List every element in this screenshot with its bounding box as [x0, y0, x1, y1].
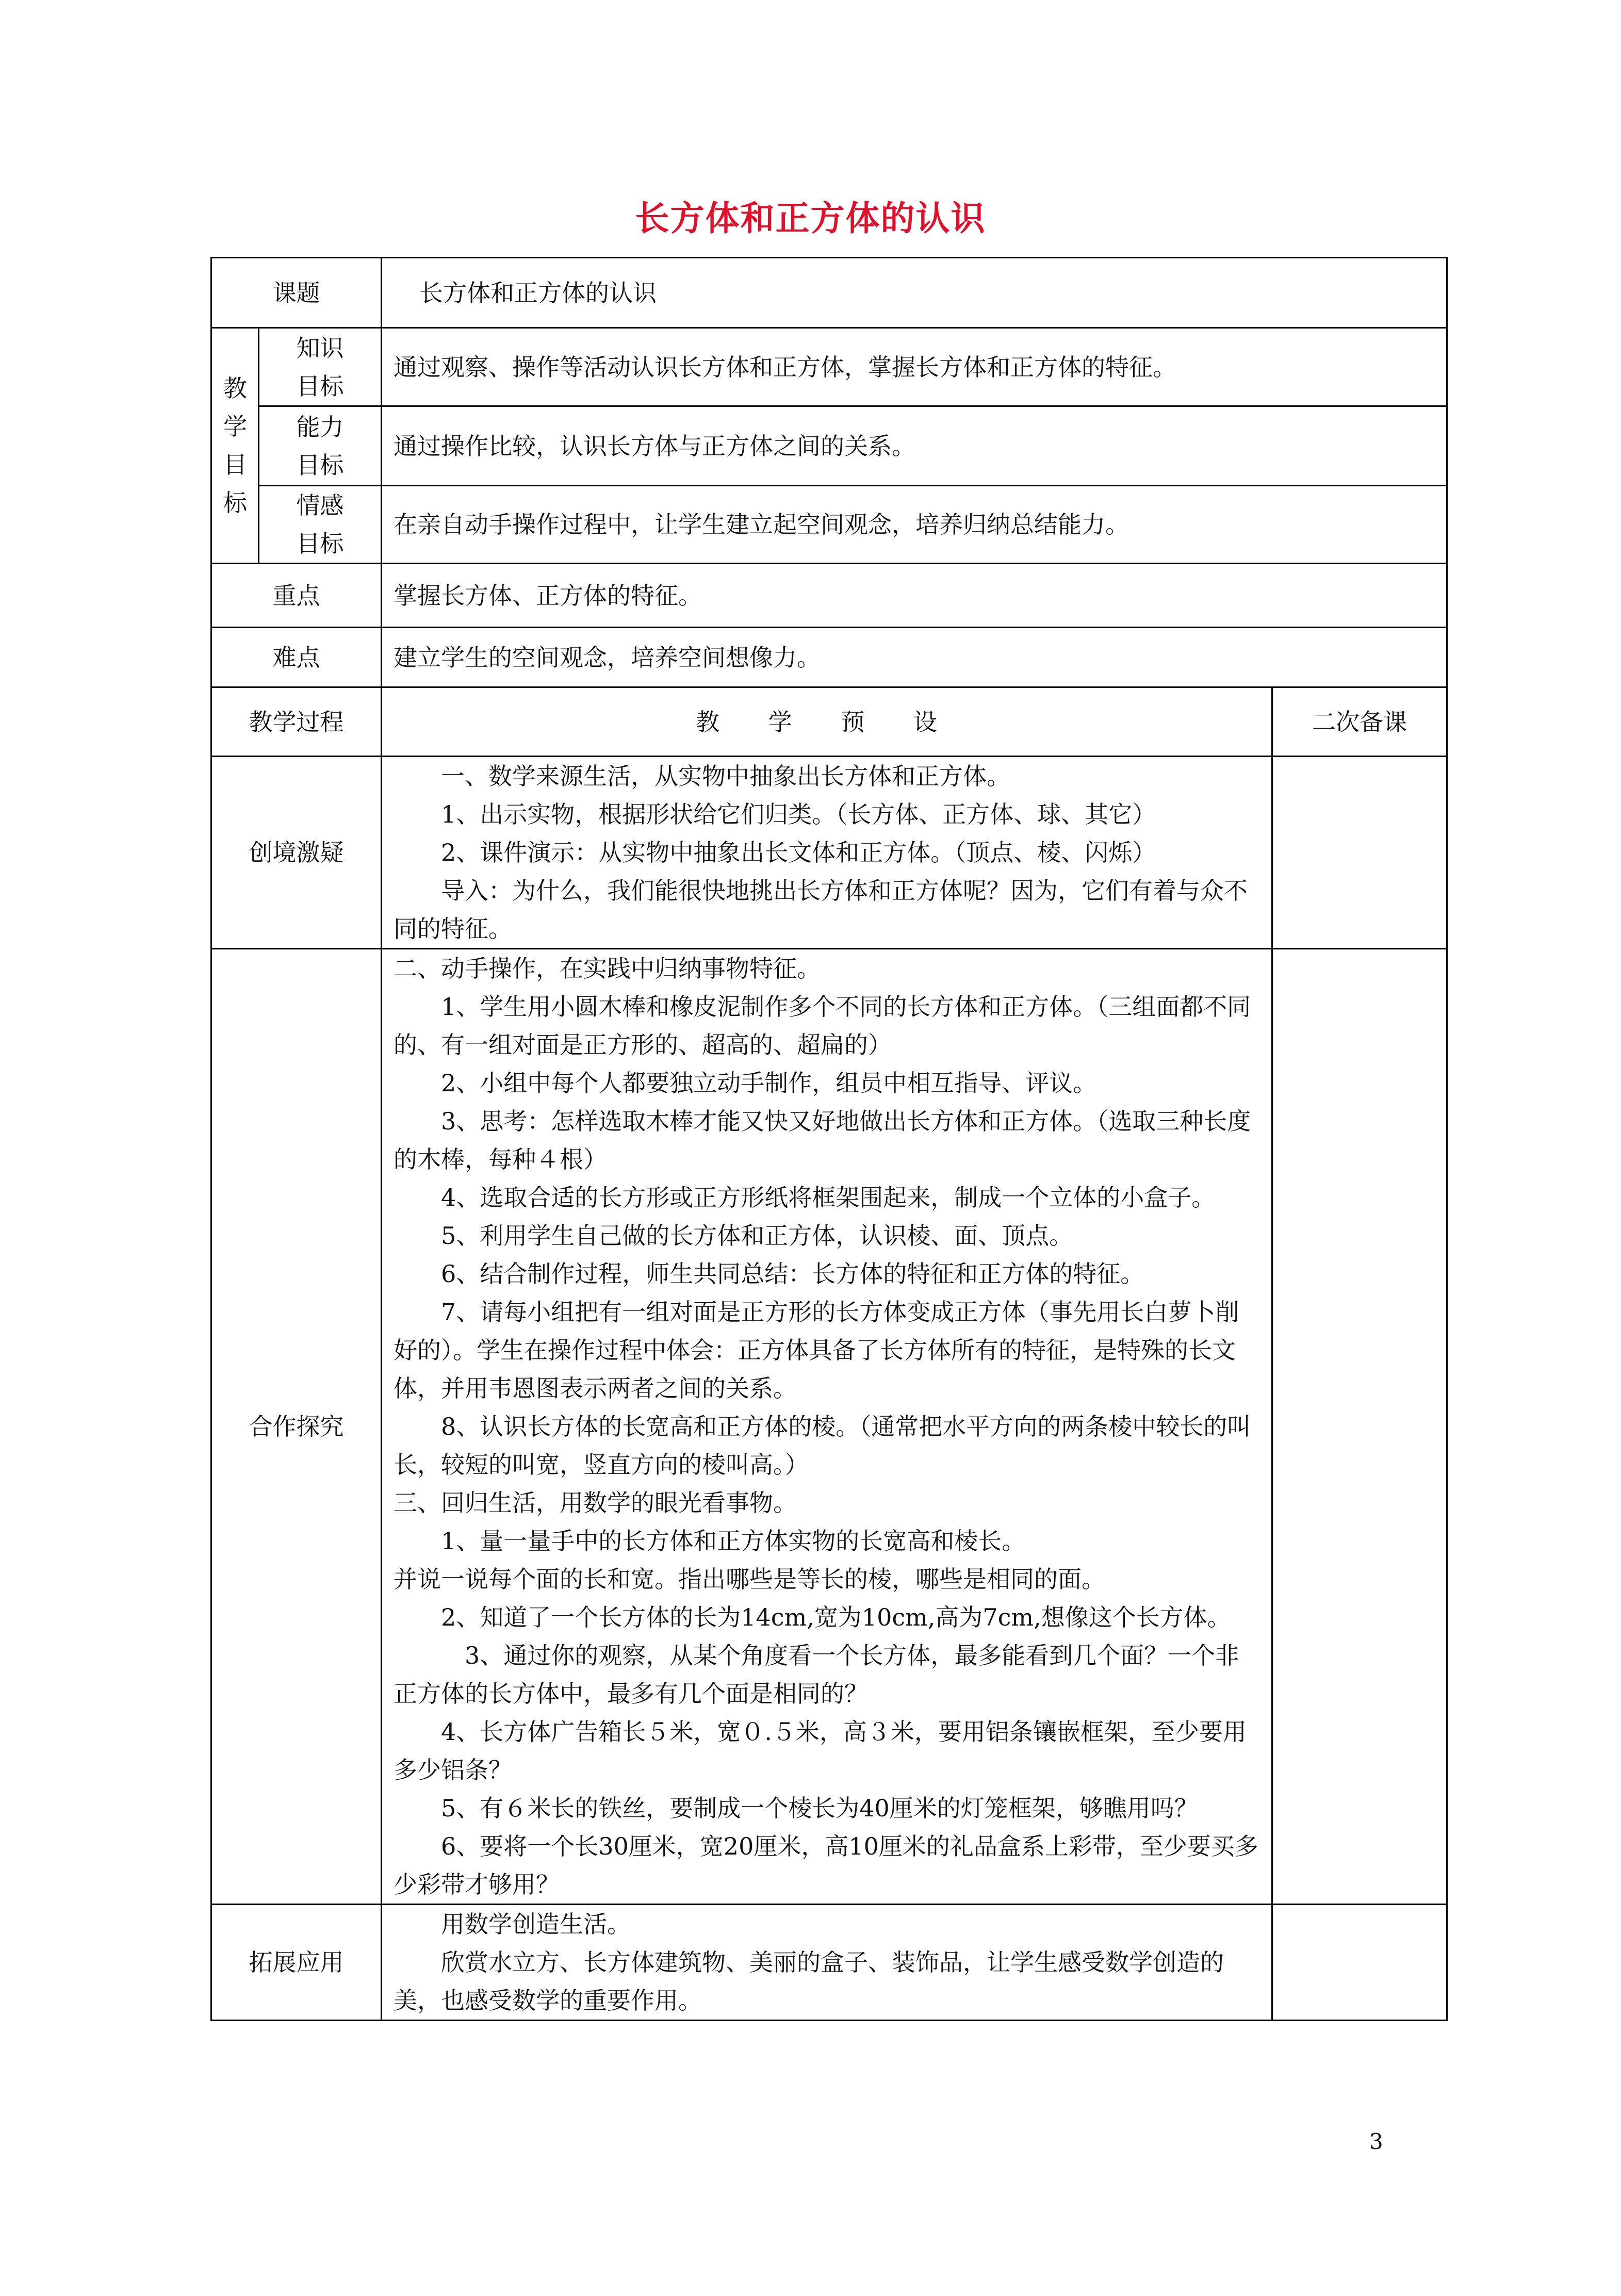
- stage-content: 用数学创造生活。 欣赏水立方、长方体建筑物、美丽的盒子、装饰品，让学生感受数学创造的美，也感受数学的重要作用。: [382, 1905, 1272, 2021]
- stage-label: 拓展应用: [211, 1905, 382, 2021]
- process-header: 教学过程: [211, 687, 382, 757]
- stage-notes: [1272, 757, 1447, 949]
- difficulty-value: 建立学生的空间观念，培养空间想像力。: [382, 628, 1447, 687]
- stage-row-situation: [211, 757, 1447, 949]
- key-point-row: [211, 564, 1447, 628]
- objective-row-ability: [211, 406, 1447, 486]
- stage-label: 创境激疑: [211, 757, 382, 949]
- stage-content: 一、数学来源生活，从实物中抽象出长方体和正方体。 1、出示实物，根据形状给它们归类。（长方体、正方体、球、其它） 2、课件演示：从实物中抽象出长文体和正方体。（顶点、棱、闪烁） 导入：为什么，我们能很快地挑出长方体和正方体呢？因为，它们有着与众不同的特征。: [382, 757, 1272, 949]
- notes-header: 二次备课: [1272, 687, 1447, 757]
- topic-row: [211, 258, 1447, 328]
- ability-objective-label: 能力 目标: [259, 406, 382, 486]
- stage-notes: [1272, 949, 1447, 1905]
- stage-row-extension: [211, 1905, 1447, 2021]
- stage-notes: [1272, 1905, 1447, 2021]
- stage-row-explore: [211, 949, 1447, 1905]
- process-header-row: [211, 687, 1447, 757]
- topic-label: 课题: [211, 258, 382, 328]
- difficulty-row: [211, 628, 1447, 687]
- document-title: 长方体和正方体的认识: [635, 198, 986, 238]
- stage-label: 合作探究: [211, 949, 382, 1905]
- knowledge-objective-label: 知识 目标: [259, 328, 382, 406]
- key-point-value: 掌握长方体、正方体的特征。: [382, 564, 1447, 628]
- objective-row-knowledge: [211, 328, 1447, 406]
- key-point-label: 重点: [211, 564, 382, 628]
- topic-value: 长方体和正方体的认识: [382, 258, 1447, 328]
- emotion-objective-value: 在亲自动手操作过程中，让学生建立起空间观念，培养归纳总结能力。: [382, 486, 1447, 564]
- ability-objective-value: 通过操作比较，认识长方体与正方体之间的关系。: [382, 406, 1447, 486]
- lesson-plan-table: [210, 257, 1448, 2021]
- difficulty-label: 难点: [211, 628, 382, 687]
- stage-content: 二、动手操作，在实践中归纳事物特征。 1、学生用小圆木棒和橡皮泥制作多个不同的长方体和正方体。（三组面都不同的、有一组对面是正方形的、超高的、超扁的） 2、小组中每个人都要独立动手制作，组员中相互指导、评议。 3、思考：怎样选取木棒才能又快又好地做出长方体和正方体。（选取三种长度的木棒，每种４根） 4、选取合适的长方形或正方形纸将框架围起来，制成一个立体的小盒子。 5、利用学生自己做的长方体和正方体，认识棱、面、顶点。 6、结合制作过程，师生共同总结：长方体的特征和正方体的特征。 7、请每小组把有一组对面是正方形的长方体变成正方体（事先用长白萝卜削好的）。学生在操作过程中体会：正方体具备了长方体所有的特征，是特殊的长文体，并用韦恩图表示两者之间的关系。 8、认识长方体的长宽高和正方体的棱。（通常把水平方向的两条棱中较长的叫长，较短的叫宽，竖直方向的棱叫高。） 三、回归生活，用数学的眼光看事物。 1、量一量手中的长方体和正方体实物的长宽高和棱长。 并说一说每个面的长和宽。指出哪些是等长的棱，哪些是相同的面。 2、知道了一个长方体的长为14cm,宽为10cm,高为7cm,想像这个长方体。 3、通过你的观察，从某个角度看一个长方体，最多能看到几个面？一个非正方体的长方体中，最多有几个面是相同的？ 4、长方体广告箱长５米，宽０.５米，高３米，要用铝条镶嵌框架，至少要用多少铝条？ 5、有６米长的铁丝，要制成一个棱长为40厘米的灯笼框架，够瞧用吗？ 6、要将一个长30厘米，宽20厘米，高10厘米的礼品盒系上彩带，至少要买多少彩带才够用？: [382, 949, 1272, 1905]
- page-number: 3: [1369, 2129, 1383, 2154]
- objective-row-emotion: [211, 486, 1447, 564]
- emotion-objective-label: 情感 目标: [259, 486, 382, 564]
- plan-header: 教 学 预 设: [382, 687, 1272, 757]
- knowledge-objective-value: 通过观察、操作等活动认识长方体和正方体，掌握长方体和正方体的特征。: [382, 328, 1447, 406]
- objectives-label: 教 学 目 标: [211, 328, 259, 564]
